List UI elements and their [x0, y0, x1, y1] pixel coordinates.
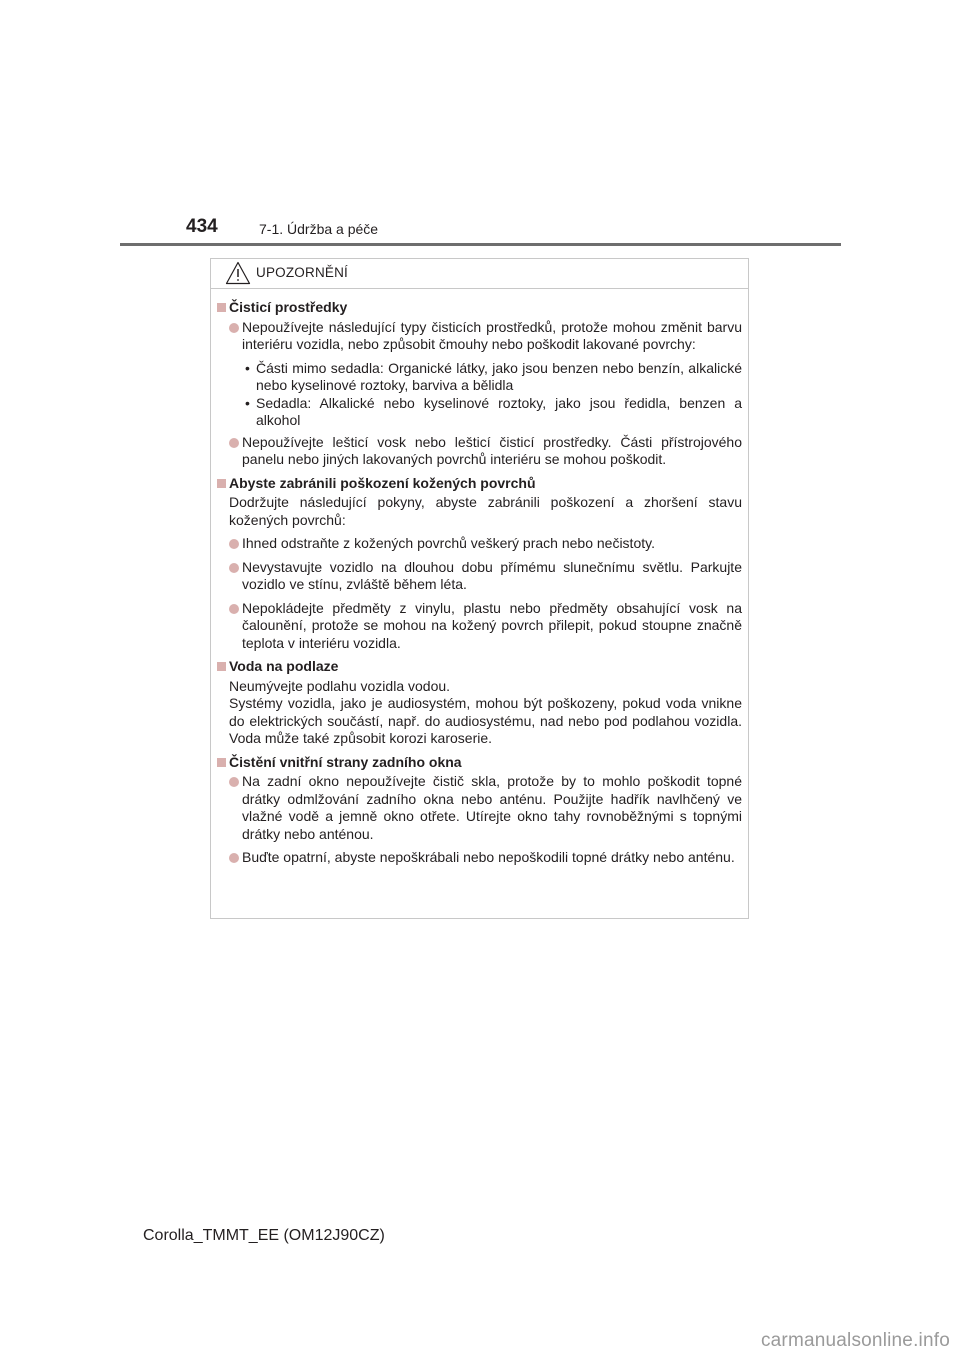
- dot-bullet-icon: •: [245, 359, 250, 376]
- round-bullet-icon: [229, 438, 239, 448]
- bullet-item: Nepokládejte předměty z vinylu, plastu nebo předměty obsahující vosk na čalounění, protože se mohou na kožený povrch přilepit, pokud stoupne značně teplota v interiéru vozidla.: [217, 600, 742, 653]
- subsection-floor-water: [217, 658, 742, 748]
- sub-list-item: • Části mimo sedadla: Organické látky, jako jsou benzen nebo benzín, alkalické nebo kyselinové roztoky, barviva a bělidla: [245, 359, 742, 393]
- subsection-heading: Čisticí prostředky: [217, 299, 742, 317]
- subsection-heading: Abyste zabránili poškození kožených povrchů: [217, 475, 742, 493]
- round-bullet-icon: [229, 563, 239, 573]
- header-rule: [120, 243, 841, 246]
- square-bullet-icon: [217, 479, 226, 488]
- paragraph: Dodržujte následující pokyny, abyste zabránili poškození a zhoršení stavu kožených povrchů:: [229, 494, 742, 528]
- warning-header: [211, 259, 748, 289]
- section-title: 7-1. Údržba a péče: [259, 221, 379, 237]
- paragraph: Neumývejte podlahu vozidla vodou.: [229, 677, 451, 694]
- round-bullet-icon: [229, 539, 239, 549]
- square-bullet-icon: [217, 303, 226, 312]
- bullet-item: Nevystavujte vozidlo na dlouhou dobu přímému slunečnímu světlu. Parkujte vozidlo ve stínu, zvláště během léta.: [217, 559, 742, 594]
- round-bullet-icon: [229, 604, 239, 614]
- subsection-heading: Voda na podlaze: [217, 658, 742, 676]
- dot-bullet-icon: •: [245, 394, 250, 411]
- square-bullet-icon: [217, 662, 226, 671]
- paragraph: Systémy vozidla, jako je audiosystém, mohou být poškozeny, pokud voda vnikne do elektrických součástí, např. do audiosystému, nad nebo pod podlahou vozidla. Voda může také způsobit korozi karoserie.: [229, 695, 742, 746]
- round-bullet-icon: [229, 777, 239, 787]
- subsection-heading: Čistění vnitřní strany zadního okna: [217, 754, 742, 772]
- bullet-item: Na zadní okno nepoužívejte čistič skla, protože by to mohlo poškodit topné drátky odmlžování zadního okna nebo anténu. Použijte hadřík navlhčený ve vlažné vodě a jemně okno otřete. Utírejte okno tahy rovnoběžnými s topnými drátky nebo anténou.: [217, 773, 742, 843]
- warning-box: [210, 258, 749, 919]
- warning-triangle-icon: [225, 261, 251, 285]
- square-bullet-icon: [217, 758, 226, 767]
- sub-list-item: • Sedadla: Alkalické nebo kyselinové roztoky, jako jsou ředidla, benzen a alkohol: [245, 394, 742, 428]
- warning-body: [211, 289, 748, 867]
- warning-title: UPOZORNĚNÍ: [256, 265, 349, 280]
- bullet-item: Ihned odstraňte z kožených povrchů veškerý prach nebo nečistoty.: [217, 535, 742, 553]
- watermark: carmanualsonline.info: [760, 1330, 950, 1351]
- bullet-item: Nepoužívejte následující typy čisticích prostředků, protože mohou změnit barvu interiéru vozidla, nebo způsobit čmouhy nebo poškodit lakované povrchy:: [217, 319, 742, 354]
- bullet-item: Nepoužívejte lešticí vosk nebo lešticí čisticí prostředky. Části přístrojového panelu nebo jiných lakovaných povrchů interiéru se mohou poškodit.: [217, 434, 742, 469]
- round-bullet-icon: [229, 323, 239, 333]
- bullet-item: Buďte opatrní, abyste nepoškrábali nebo nepoškodili topné drátky nebo anténu.: [217, 849, 742, 867]
- page-number: 434: [186, 216, 218, 237]
- subsection-rear-window: [217, 754, 742, 867]
- sub-list: [242, 360, 742, 430]
- model-code-footer: Corolla_TMMT_EE (OM12J90CZ): [143, 1227, 385, 1244]
- subsection-cleaning-agents: [217, 299, 742, 469]
- subsection-leather-care: [217, 475, 742, 653]
- round-bullet-icon: [229, 853, 239, 863]
